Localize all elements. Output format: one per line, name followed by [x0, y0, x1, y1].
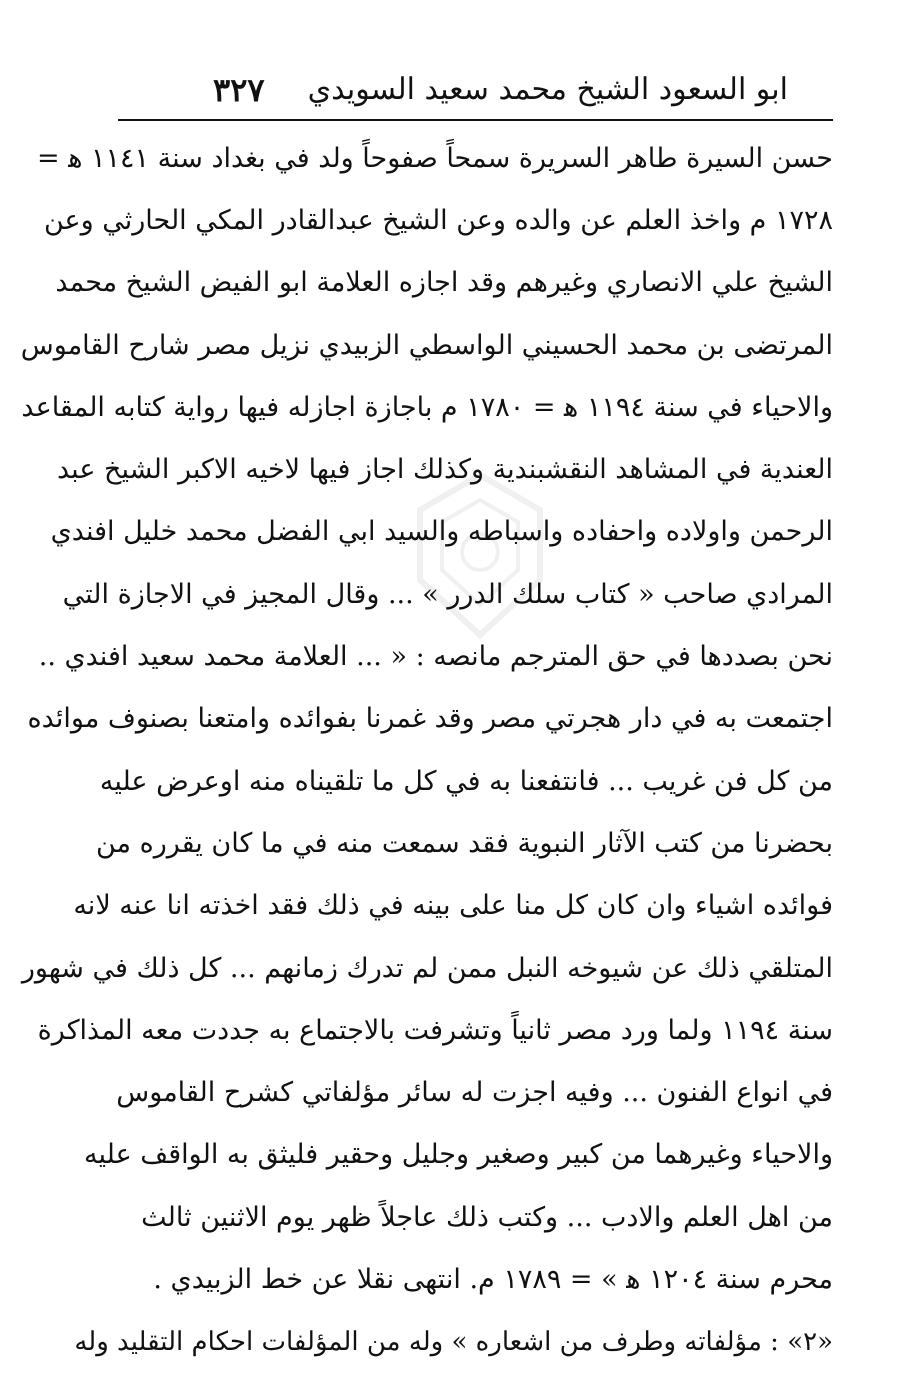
- text-line: المتلقي ذلك عن شيوخه النبل ممن لم تدرك زمانهم ... كل ذلك في شهور: [21, 952, 833, 984]
- text-line: ١٧٢٨ م واخذ العلم عن والده وعن الشيخ عبدالقادر المكي الحارثي وعن: [43, 204, 833, 236]
- text-line: في انواع الفنون ... وفيه اجزت له سائر مؤلفاتي كشرح القاموس: [116, 1077, 833, 1109]
- text-line: المرتضى بن محمد الحسيني الواسطي الزبيدي نزيل مصر شارح القاموس: [20, 329, 833, 361]
- text-line: الرحمن واولاده واحفاده واسباطه والسيد ابي الفضل محمد خليل افندي: [50, 516, 833, 548]
- text-line: محرم سنة ١٢٠٤ ﻫ » = ١٧٨٩ م. انتهى نقلا عن خط الزبيدي .: [153, 1263, 833, 1295]
- text-line: الشيخ علي الانصاري وغيرهم وقد اجازه العلامة ابو الفيض الشيخ محمد: [55, 267, 833, 299]
- text-line: والاحياء في سنة ١١٩٤ ﻫ = ١٧٨٠ م باجازة اجازله فيها رواية كتابه المقاعد: [21, 391, 833, 423]
- text-line: حسن السيرة طاهر السريرة سمحاً صفوحاً ولد في بغداد سنة ١١٤١ ﻫ =: [37, 142, 833, 174]
- header-rule: [118, 119, 833, 121]
- footnote-line: «٢» : مؤلفاته وطرف من اشعاره » وله من المؤلفات احكام التقليد وله: [74, 1326, 833, 1357]
- text-line: اجتمعت به في دار هجرتي مصر وقد غمرنا بفوائده وامتعنا بصنوف موائده: [27, 703, 833, 735]
- text-line: نحن بصددها في حق المترجم مانصه : « ... العلامة محمد سعيد افندي ..: [38, 641, 833, 673]
- body-text: [20, 127, 833, 1373]
- text-line: سنة ١١٩٤ ولما ورد مصر ثانياً وتشرفت بالاجتماع به جددت معه المذاكرة: [37, 1014, 833, 1046]
- text-line: من كل فن غريب ... فانتفعنا به في كل ما تلقيناه منه اوعرض عليه: [99, 765, 833, 797]
- text-line: العندية في المشاهد النقشبندية وكذلك اجاز فيها لاخيه الاكبر الشيخ عبد: [57, 454, 833, 486]
- text-line: من اهل العلم والادب ... وكتب ذلك عاجلاً ظهر يوم الاثنين ثالث: [141, 1201, 833, 1233]
- text-line: والاحياء وغيرهما من كبير وصغير وجليل وحقير فليثق به الواقف عليه: [84, 1139, 833, 1171]
- page-number: ٣٢٧: [213, 71, 265, 109]
- text-line: بحضرنا من كتب الآثار النبوية فقد سمعت منه في ما كان يقرره من: [95, 827, 833, 859]
- running-header: [118, 66, 833, 114]
- text-line: المرادي صاحب « كتاب سلك الدرر » ... وقال المجيز في الاجازة التي: [62, 578, 833, 610]
- header-title: ابو السعود الشيخ محمد سعيد السويدي: [307, 72, 788, 107]
- text-line: فوائده اشياء وان كان كل منا على بينه في ذلك فقد اخذته انا عنه لانه: [73, 890, 833, 922]
